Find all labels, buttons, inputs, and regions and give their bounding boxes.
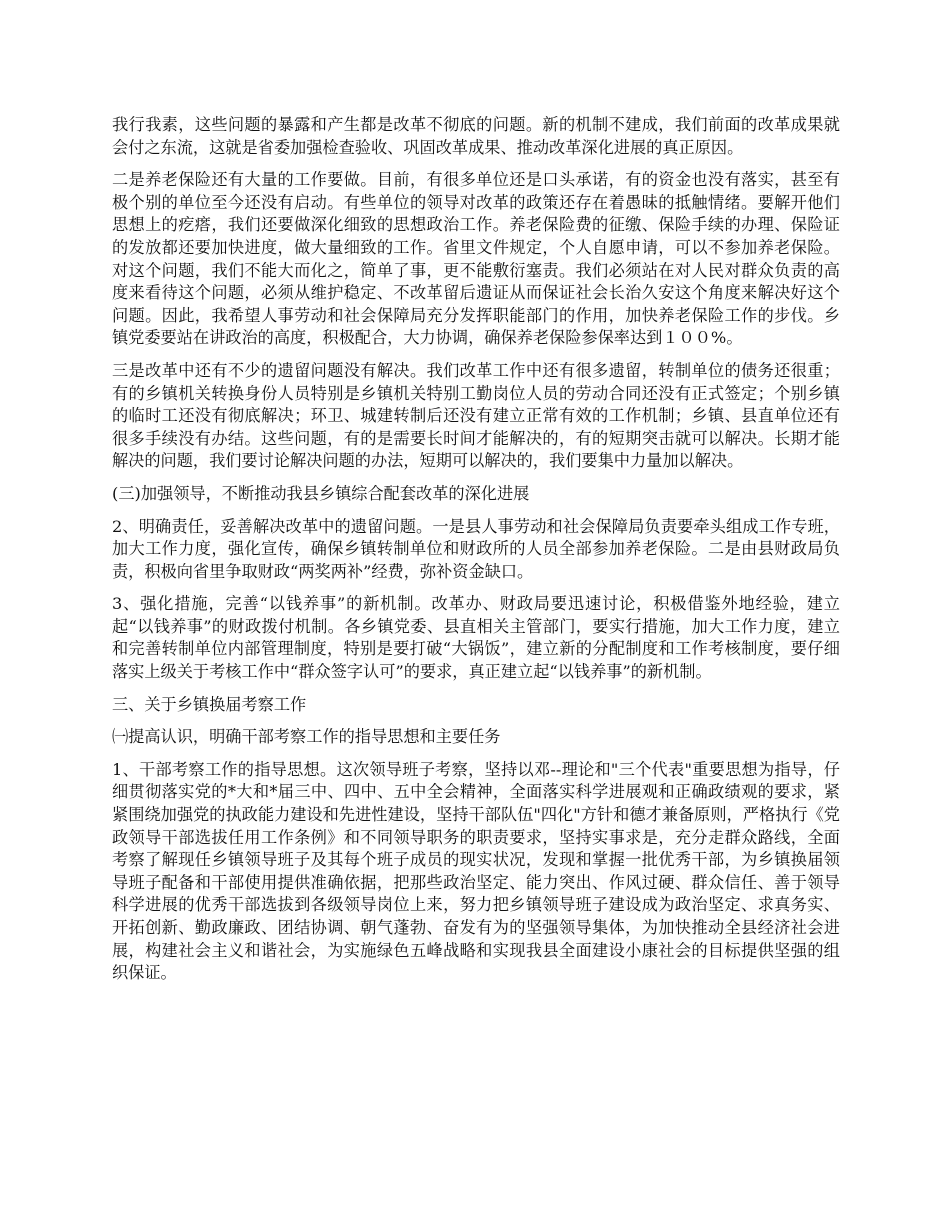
- subsection-heading-raise-awareness: ㈠提高认识，明确干部考察工作的指导思想和主要任务: [112, 727, 501, 747]
- document-page: [112, 114, 840, 995]
- paragraph-pension-insurance: 二是养老保险还有大量的工作要做。目前，有很多单位还是口头承诺，有的资金也没有落实，甚至有极个别的单位至今还没有启动。有些单位的领导对改革的政策还存在着愚昧的抵触情绪。要解开他们思想上的疙瘩，我们还要做深化细致的思想政治工作。养老保险费的征缴、保险手续的办理、保险证的发放都还要加快进度，做大量细致的工作。省里文件规定，个人自愿申请，可以不参加养老保险。对这个问题，我们不能大而化之，简单了事，更不能敷衍塞责。我们必须站在对人民对群众负责的高度来看待这个问题，必须从维护稳定、不改革留后遗证从而保证社会长治久安这个角度来解决好这个问题。因此，我希望人事劳动和社会保障局充分发挥职能部门的作用，加快养老保险工作的步伐。乡镇党委要站在讲政治的高度，积极配合，大力协调，确保养老保险参保率达到１００%。: [112, 170, 840, 348]
- paragraph-legacy-issues: 三是改革中还有不少的遗留问题没有解决。我们改革工作中还有很多遗留，转制单位的债务还很重；有的乡镇机关转换身份人员特别是乡镇机关特别工勤岗位人员的劳动合同还没有正式签定；个别乡镇的临时工还没有彻底解决；环卫、城建转制后还没有建立正常有效的工作机制；乡镇、县直单位还有很多手续没有办结。这些问题，有的是需要长时间才能解决的，有的短期突击就可以解决。长期才能解决的问题，我们要讨论解决问题的办法，短期可以解决的，我们要集中力量加以解决。: [112, 360, 840, 471]
- section-heading-strengthen-leadership: (三)加强领导，不断推动我县乡镇综合配套改革的深化进展: [112, 483, 530, 503]
- paragraph-strengthen-measures: 3、强化措施，完善“以钱养事”的新机制。改革办、财政局要迅速讨论，积极借鉴外地经验，建立起“以钱养事”的财政拨付机制。各乡镇党委、县直相关主管部门，要实行措施，加大工作力度，建立和完善转制单位内部管理制度，特别是要打破“大锅饭”，建立新的分配制度和工作考核制度，要仔细落实上级关于考核工作中“群众签字认可”的要求，真正建立起“以钱养事”的新机制。: [112, 594, 840, 682]
- paragraph-guiding-ideology: 1、干部考察工作的指导思想。这次领导班子考察，坚持以邓--理论和"三个代表"重要思想为指导，仔细贯彻落实党的*大和*届三中、四中、五中全会精神，全面落实科学进展观和正确政绩观的要求，紧紧围绕加强党的执政能力建设和先进性建设，坚持干部队伍"四化"方针和德才兼备原则，严格执行《党政领导干部选拔任用工作条例》和不同领导职务的职责要求，坚持实事求是，充分走群众路线，全面考察了解现任乡镇领导班子及其每个班子成员的现实状况，发现和掌握一批优秀干部，为乡镇换届领导班子配备和干部使用提供准确依据，把那些政治坚定、能力突出、作风过硬、群众信任、善于领导科学进展的优秀干部选拔到各级领导岗位上来，努力把乡镇领导班子建设成为政治坚定、求真务实、开拓创新、勤政廉政、团结协调、朝气蓬勃、奋发有为的坚强领导集体，为加快推动全县经济社会进展，构建社会主义和谐社会，为实施绿色五峰战略和实现我县全面建设小康社会的目标提供坚强的组织保证。: [112, 759, 840, 983]
- paragraph-clarify-responsibility: 2、明确责任，妥善解决改革中的遗留问题。一是县人事劳动和社会保障局负责要牵头组成工作专班，加大工作力度，强化宣传，确保乡镇转制单位和财政所的人员全部参加养老保险。二是由县财政局负责，积极向省里争取财政“两奖两补”经费，弥补资金缺口。: [112, 516, 840, 581]
- section-heading-township-inspection: 三、关于乡镇换届考察工作: [112, 694, 307, 714]
- paragraph-reform-problems: 我行我素，这些问题的暴露和产生都是改革不彻底的问题。新的机制不建成，我们前面的改革成果就会付之东流，这就是省委加强检查验收、巩固改革成果、推动改革深化进展的真正原因。: [112, 115, 840, 157]
